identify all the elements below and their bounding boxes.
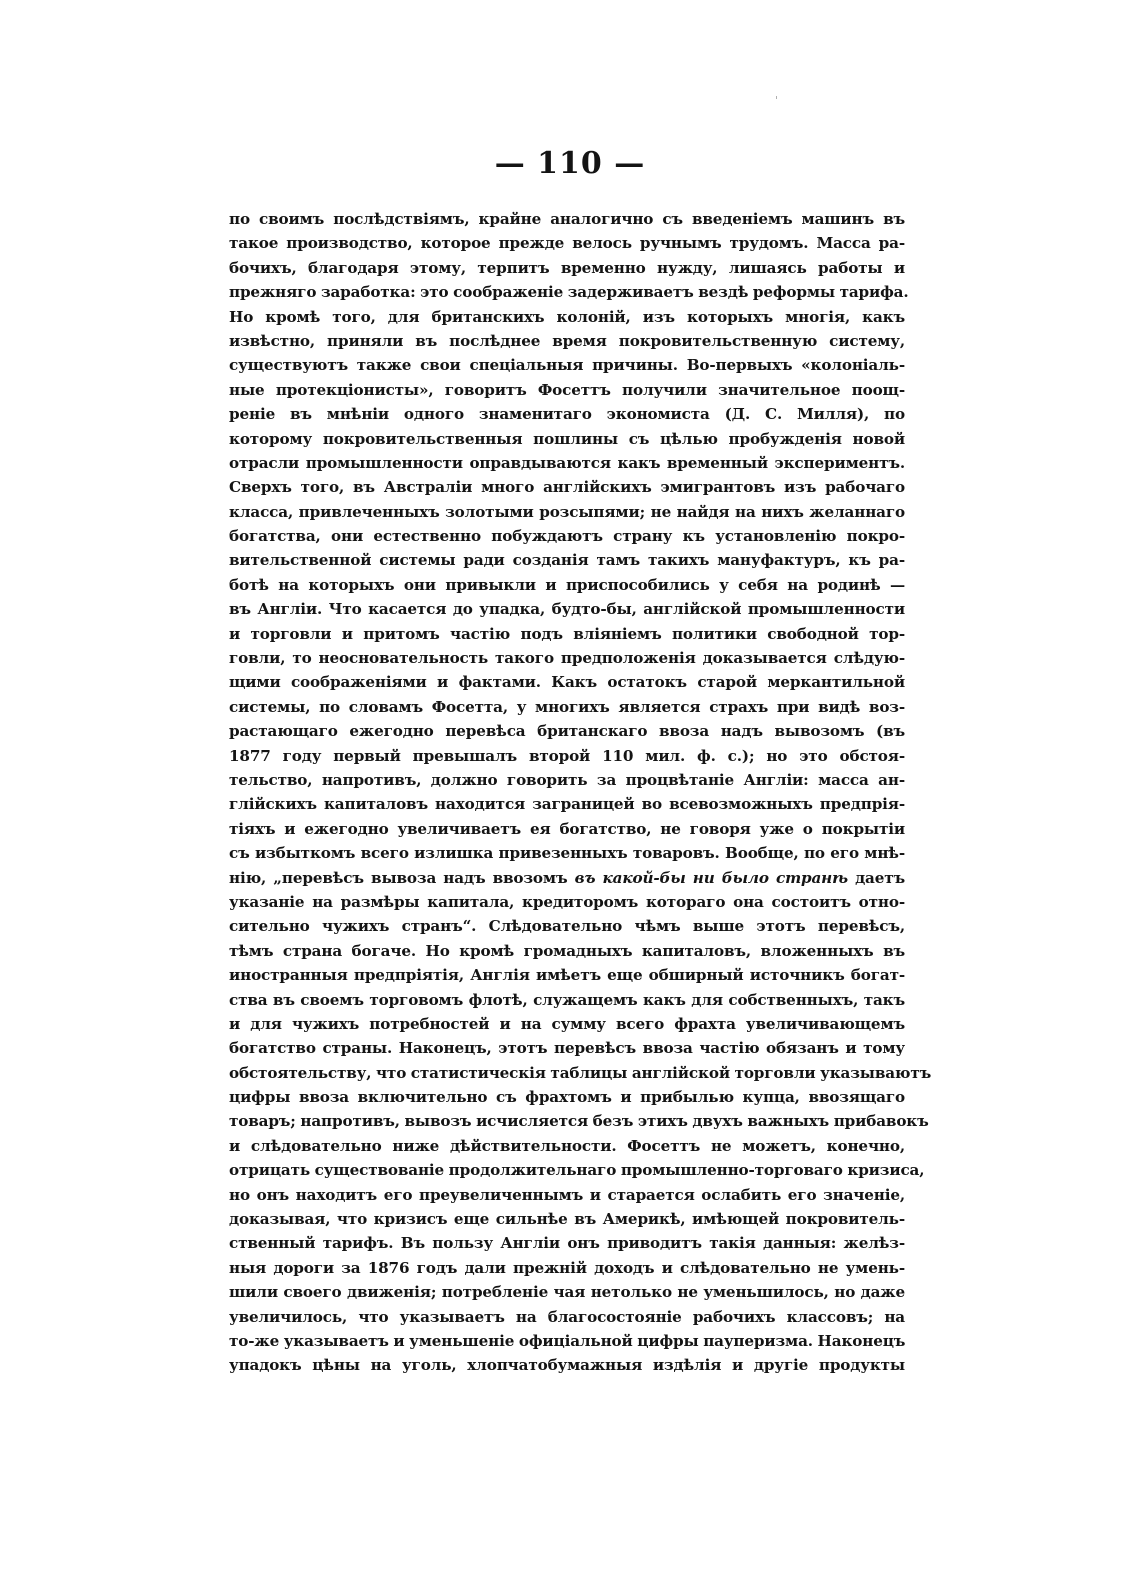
text-line: то-же указываетъ и уменьшеніе офиціальной цифры пауперизма. Наконецъ <box>229 1331 906 1350</box>
text-line: прежняго заработка: это соображеніе задерживаетъ вездѣ реформы тарифа. <box>229 283 909 302</box>
text-line: товаръ; напротивъ, вывозъ исчисляется безъ этихъ двухъ важныхъ прибавокъ <box>229 1112 929 1131</box>
text-line: ные протекціонисты», говоритъ Фосеттъ получили значительное поощ- <box>229 380 905 399</box>
text-line: сительно чужихъ странъ“. Слѣдовательно чѣмъ выше этотъ перевѣсъ, <box>229 917 905 936</box>
text-run: даетъ <box>855 868 905 887</box>
text-line: по своимъ послѣдствіямъ, крайне аналогично съ введеніемъ машинъ въ <box>229 210 905 228</box>
text-line: шили своего движенія; потребленіе чая нетолько не уменьшилось, но даже <box>229 1283 905 1302</box>
text-line: ботѣ на которыхъ они привыкли и приспособились у себя на родинѣ — <box>229 575 905 594</box>
text-line: тельство, напротивъ, должно говорить за процвѣтаніе Англіи: масса ан- <box>229 770 905 789</box>
text-run: нію, „перевѣсъ вывоза надъ ввозомъ <box>229 868 568 887</box>
text-line: съ избыткомъ всего излишка привезенныхъ товаровъ. Вообще, по его мнѣ- <box>229 844 905 863</box>
body-text <box>229 207 932 1378</box>
text-line: доказывая, что кризисъ еще сильнѣе въ Америкѣ, имѣющей покровитель- <box>229 1210 905 1229</box>
text-line: глійскихъ капиталовъ находится заграницей во всевозможныхъ предпрія- <box>229 795 905 814</box>
text-line: которому покровительственныя пошлины съ цѣлью пробужденія новой <box>229 429 905 448</box>
text-line: и для чужихъ потребностей и на сумму всего фрахта увеличивающемъ <box>229 1014 905 1033</box>
text-line: богатства, они естественно побуждаютъ страну къ установленію покро- <box>229 527 905 546</box>
text-line: извѣстно, приняли въ послѣднее время покровительственную систему, <box>229 331 905 350</box>
text-line: класса, привлеченныхъ золотыми розсыпями; не найдя на нихъ желаннаго <box>229 502 905 521</box>
text-line: ства въ своемъ торговомъ флотѣ, служащемъ какъ для собственныхъ, такъ <box>229 990 905 1009</box>
text-line: тіяхъ и ежегодно увеличиваетъ ея богатство, не говоря уже о покрытіи <box>229 819 905 838</box>
text-line: 1877 году первый превышалъ второй 110 мил. ф. с.); но это обстоя- <box>229 746 905 765</box>
text-line: Сверхъ того, въ Австраліи много англійскихъ эмигрантовъ изъ рабочаго <box>229 478 905 497</box>
text-line: щими соображеніями и фактами. Какъ остатокъ старой меркантильной <box>229 673 905 692</box>
text-line: говли, то неосновательность такого предположенія доказывается слѣдую- <box>229 649 905 668</box>
text-line: отрицать существованіе продолжительнаго промышленно-торговаго кризиса, <box>229 1161 925 1180</box>
text-line: отрасли промышленности оправдываются какъ временный экспериментъ. <box>229 453 905 472</box>
text-line: ныя дороги за 1876 годъ дали прежній доходъ и слѣдовательно не умень- <box>229 1258 905 1277</box>
text-line: такое производство, которое прежде велось ручнымъ трудомъ. Масса ра- <box>229 234 905 253</box>
text-line: реніе въ мнѣніи одного знаменитаго экономиста (Д. С. Милля), по <box>229 405 905 424</box>
text-line: цифры ввоза включительно съ фрахтомъ и прибылью купца, ввозящаго <box>229 1088 905 1107</box>
text-line: вительственной системы ради созданія тамъ такихъ мануфактуръ, къ ра- <box>229 551 905 570</box>
text-line: бочихъ, благодаря этому, терпитъ временно нужду, лишаясь работы и <box>229 258 905 277</box>
italic-run: въ какой-бы ни было странѣ <box>574 868 848 887</box>
text-line: существуютъ также свои спеціальныя причины. Во-первыхъ «колоніаль- <box>229 356 905 375</box>
text-line: тѣмъ страна богаче. Но кромѣ громадныхъ капиталовъ, вложенныхъ въ <box>229 941 905 960</box>
text-line: но онъ находитъ его преувеличеннымъ и старается ослабить его значеніе, <box>229 1185 905 1204</box>
text-line-with-italic <box>229 866 905 890</box>
text-line: Но кромѣ того, для британскихъ колоній, изъ которыхъ многія, какъ <box>229 307 905 326</box>
page-number: — 110 — <box>494 146 646 181</box>
text-line: указаніе на размѣры капитала, кредиторомъ котораго она состоитъ отно- <box>229 892 905 911</box>
text-line: и торговли и притомъ частію подъ вліяніемъ политики свободной тор- <box>229 624 905 643</box>
text-line: иностранныя предпріятія, Англія имѣетъ еще обширный источникъ богат- <box>229 966 905 985</box>
text-line: въ Англіи. Что касается до упадка, будто-бы, англійской промышленности <box>229 600 905 619</box>
scan-speck <box>776 96 777 99</box>
text-line: системы, по словамъ Фосетта, у многихъ является страхъ при видѣ воз- <box>229 697 905 716</box>
text-line: упадокъ цѣны на уголь, хлопчатобумажныя издѣлія и другіе продукты <box>229 1356 905 1375</box>
text-line: и слѣдовательно ниже дѣйствительности. Фосеттъ не можетъ, конечно, <box>229 1136 905 1155</box>
text-line: ственный тарифъ. Въ пользу Англіи онъ приводитъ такія данныя: желѣз- <box>229 1234 905 1253</box>
text-line: обстоятельству, что статистическія таблицы англійской торговли указываютъ <box>229 1063 932 1082</box>
text-line: богатство страны. Наконецъ, этотъ перевѣсъ ввоза частію обязанъ и тому <box>229 1039 905 1058</box>
text-line: увеличилось, что указываетъ на благосостояніе рабочихъ классовъ; на <box>229 1307 905 1326</box>
text-line: растающаго ежегодно перевѣса британскаго ввоза надъ вывозомъ (въ <box>229 722 905 741</box>
